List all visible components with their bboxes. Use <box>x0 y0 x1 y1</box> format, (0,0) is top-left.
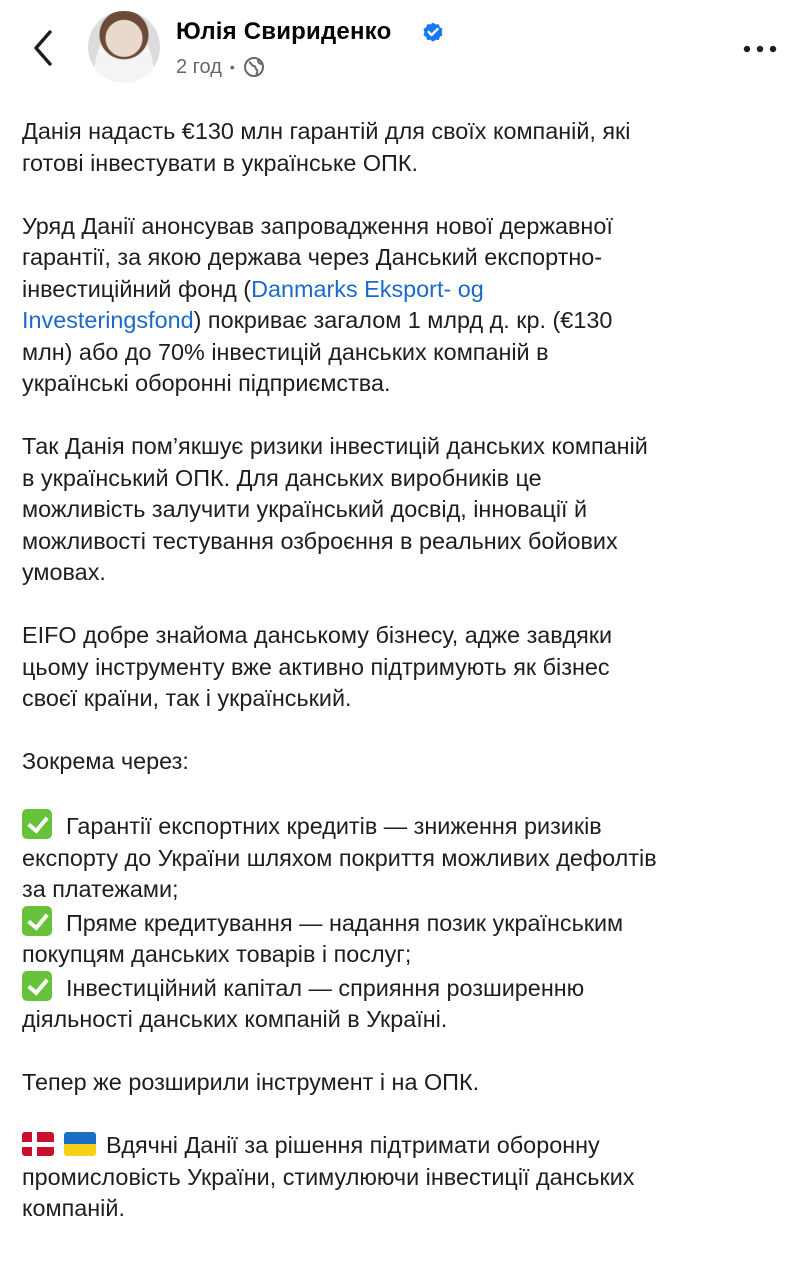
check-mark-icon <box>22 809 52 839</box>
text-fragment: Гарантії експортних кредитів — зниження ризиків <box>66 813 602 839</box>
text-line: можливість залучити український досвід, інновації й <box>22 496 588 522</box>
text-line: гарантії, за якою держава через Данський експортно- <box>22 244 603 270</box>
list-item-line: діяльності данських компаній в Україні. <box>22 1006 448 1032</box>
text-line: в український ОПК. Для данських виробників це <box>22 464 542 491</box>
text-fragment: Вдячні Данії за рішення підтримати оборонну <box>106 1132 600 1158</box>
list-item-line: експорту до України шляхом покриття можливих дефолтів <box>22 844 657 871</box>
check-mark-icon <box>22 971 52 1001</box>
list-item-line <box>22 971 792 1005</box>
text-line: українські оборонні підприємства. <box>22 370 391 396</box>
post-paragraph-2 <box>22 211 792 400</box>
text-fragment: Пряме кредитування — надання позик українським <box>66 909 624 936</box>
text-fragment: інвестиційний фонд ( <box>22 275 252 302</box>
text-line: Зокрема через: <box>22 748 189 774</box>
verified-badge-icon <box>421 20 445 44</box>
text-line: готові інвестувати в українське ОПК. <box>22 149 418 176</box>
post-header <box>0 0 805 100</box>
text-line <box>22 1130 792 1162</box>
list-item-line <box>22 809 792 843</box>
post-paragraph-3 <box>22 431 792 589</box>
text-line: своєї країни, так і український. <box>22 685 352 711</box>
post-meta <box>176 54 265 80</box>
meta-separator: • <box>229 59 235 75</box>
more-options-button[interactable] <box>740 34 780 64</box>
post-paragraph-6 <box>22 1067 792 1099</box>
post-paragraph-7 <box>22 1130 792 1225</box>
text-line: цьому інструменту вже активно підтримують як бізнес <box>22 653 610 680</box>
text-line: промисловість України, стимулюючи інвестиції данських <box>22 1163 635 1190</box>
text-line: умовах. <box>22 559 106 585</box>
text-fragment: ) покриває загалом 1 млрд д. кр. (€130 <box>193 307 613 333</box>
list-item-line <box>22 906 792 940</box>
post-list <box>22 809 792 1036</box>
globe-icon[interactable] <box>243 56 265 78</box>
text-line: Тепер же розширили інструмент і на ОПК. <box>22 1069 480 1095</box>
check-mark-icon <box>22 906 52 936</box>
post-body <box>22 116 792 1256</box>
post-paragraph-5 <box>22 746 792 778</box>
text-line: можливості тестування озброєння в реальних бойових <box>22 527 618 554</box>
text-line: Так Данія пом’якшує ризики інвестицій данських компаній <box>22 433 648 459</box>
text-line: EIFO добре знайома данському бізнесу, адже завдяки <box>22 622 613 648</box>
list-item-line: за платежами; <box>22 876 179 902</box>
ukraine-flag-icon <box>64 1132 96 1156</box>
link-danmarks-eksport[interactable]: Danmarks Eksport- og <box>251 275 484 302</box>
author-name[interactable]: Юлія Свириденко <box>176 18 392 45</box>
post-paragraph-1 <box>22 116 792 179</box>
post-time[interactable]: 2 год <box>176 55 222 78</box>
text-line <box>22 305 792 337</box>
avatar[interactable] <box>88 11 160 83</box>
denmark-flag-icon <box>22 1132 54 1156</box>
text-fragment: Інвестиційний капітал — сприяння розширенню <box>66 974 585 1001</box>
back-button[interactable] <box>22 24 66 74</box>
list-item-line: покупцям данських товарів і послуг; <box>22 941 412 967</box>
text-line <box>22 274 792 306</box>
text-line: млн) або до 70% інвестицій данських компаній в <box>22 338 549 365</box>
post-paragraph-4 <box>22 620 792 715</box>
text-line: Данія надасть €130 млн гарантій для своїх компаній, які <box>22 118 631 144</box>
link-investeringsfond[interactable]: Investeringsfond <box>22 307 194 333</box>
text-line: компаній. <box>22 1195 125 1221</box>
text-line: Уряд Данії анонсував запровадження нової державної <box>22 212 613 239</box>
